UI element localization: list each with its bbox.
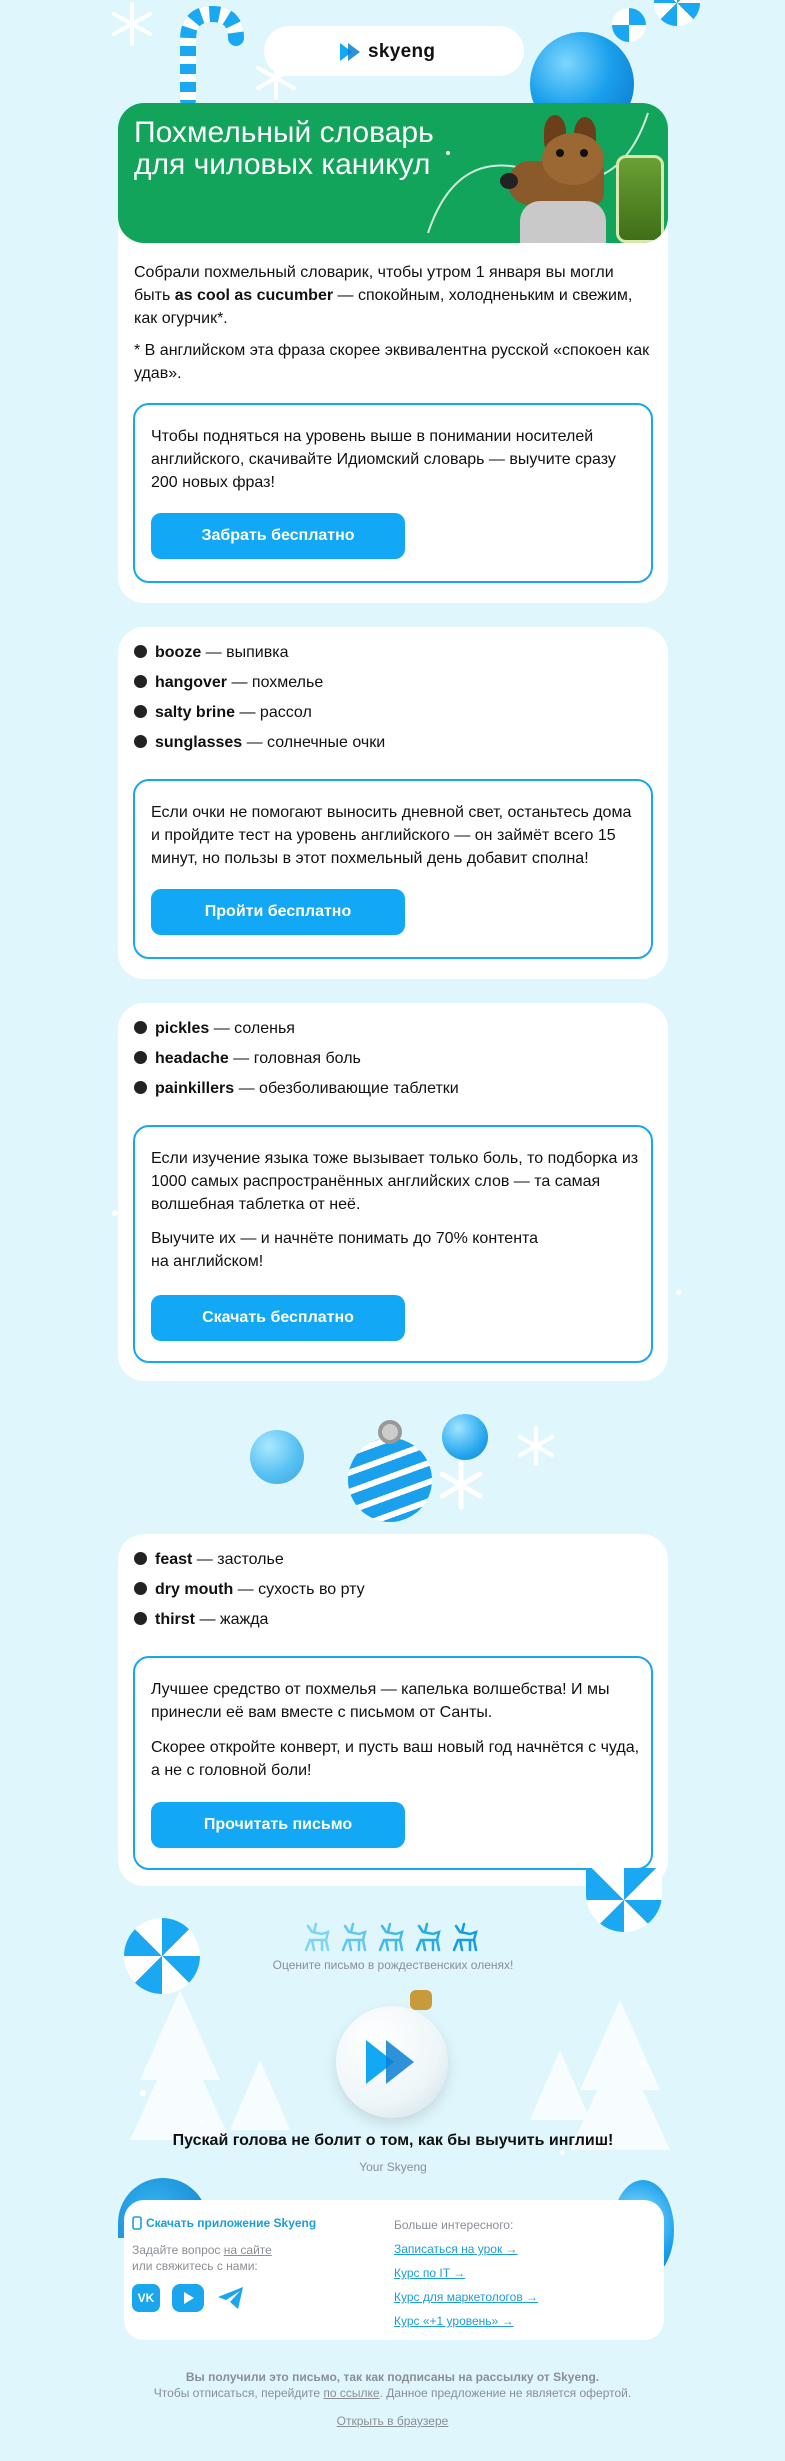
list-item: hangover — похмелье — [134, 671, 323, 695]
ask-site-link[interactable]: на сайте — [223, 2243, 272, 2257]
list-item: sunglasses — солнечные очки — [134, 731, 385, 755]
list-item: feast — застолье — [134, 1548, 284, 1572]
open-in-browser-link[interactable]: Открыть в браузере — [336, 2414, 449, 2428]
reindeer-icon[interactable] — [450, 1922, 482, 1952]
download-free-button[interactable]: Скачать бесплатно — [151, 1295, 405, 1341]
reindeer-icon[interactable] — [302, 1922, 334, 1952]
skyeng-logo-icon — [340, 43, 362, 61]
legal-line-1: Вы получили это письмо, так как подписаны на рассылку от Skyeng. — [185, 2370, 600, 2384]
candy-swirl-icon — [586, 1868, 662, 1932]
promo-text: Если очки не помогают выносить дневной свет, останьтесь дома и пройдите тест на уровень английского — он займёт всего 15 минут, но пользы в этот похмельный день добавит сполна! — [151, 804, 632, 867]
glass-ornament-icon — [336, 2006, 448, 2118]
ornament-cap-icon — [378, 1420, 402, 1444]
bullet-icon — [134, 1582, 147, 1595]
legal-line-2: Чтобы отписаться, перейдите по ссылке. Данное предложение не является офертой. — [153, 2386, 632, 2400]
snowflake-icon — [516, 1426, 556, 1466]
footer-link-marketing[interactable]: Курс для маркетологов → — [394, 2290, 539, 2304]
logo-text: skyeng — [368, 41, 436, 62]
footer-card — [124, 2200, 664, 2340]
footer-link-it[interactable]: Курс по IT → — [394, 2266, 466, 2280]
card-words-2 — [118, 1003, 668, 1381]
pickle-jar-icon — [616, 155, 664, 243]
list-item: dry mouth — сухость во рту — [134, 1578, 365, 1602]
promo-box — [133, 1656, 653, 1870]
hero-title: Похмельный словарь для чиловых каникул — [134, 116, 434, 181]
mascot-dog-icon — [490, 115, 610, 243]
promo-text: Если изучение языка тоже вызывает только боль, то подборка из 1000 самых распространённых английских слов — та самая волшебная таблетка от неё. — [151, 1150, 639, 1213]
promo-box — [133, 403, 653, 583]
intro-paragraph: Собрали похмельный словарик, чтобы утром 1 января вы могли быть as cool as cucumber — спокойным, холодненьким и свежим, как огурчик*. — [134, 264, 633, 327]
card-intro — [118, 103, 668, 603]
take-test-button[interactable]: Пройти бесплатно — [151, 889, 405, 935]
reindeer-icon[interactable] — [413, 1922, 445, 1952]
list-item: thirst — жажда — [134, 1608, 268, 1632]
bullet-icon — [134, 1552, 147, 1565]
intro-footnote: * В английском эта фраза скорее эквивалентна русской «спокоен как удав». — [134, 342, 650, 382]
header — [264, 26, 524, 76]
youtube-icon[interactable] — [172, 2284, 204, 2312]
candy-swirl-icon — [654, 0, 700, 26]
ornament-ball-icon — [442, 1414, 488, 1460]
bullet-icon — [134, 1021, 147, 1034]
list-item: salty brine — рассол — [134, 701, 312, 725]
unsubscribe-link[interactable]: по ссылке — [323, 2386, 380, 2400]
bullet-icon — [134, 1081, 147, 1094]
promo-text: Скорее откройте конверт, и пусть ваш новый год начнётся с чуда, а не с головной боли! — [151, 1739, 640, 1779]
snowflake-icon — [104, 0, 160, 48]
reindeer-rating[interactable] — [302, 1922, 482, 1952]
hero-banner — [118, 103, 668, 243]
list-item: booze — выпивка — [134, 641, 288, 665]
vk-icon[interactable]: VK — [132, 2284, 160, 2312]
list-item: pickles — соленья — [134, 1017, 295, 1041]
logo[interactable] — [340, 40, 435, 64]
rating-caption: Оцените письмо в рождественских оленях! — [272, 1958, 514, 1972]
read-letter-button[interactable]: Прочитать письмо — [151, 1802, 405, 1848]
social-links — [132, 2284, 246, 2312]
card-words-1 — [118, 627, 668, 979]
skyeng-logo-icon — [364, 2038, 422, 2086]
more-title: Больше интересного: — [394, 2218, 514, 2232]
app-download-link[interactable]: Скачать приложение Skyeng — [132, 2216, 316, 2230]
promo-box — [133, 1125, 653, 1363]
bullet-icon — [134, 1612, 147, 1625]
list-item: headache — головная боль — [134, 1047, 361, 1071]
footer-link-level[interactable]: Курс «+1 уровень» → — [394, 2314, 514, 2328]
ornament-cap-icon — [410, 1990, 432, 2010]
promo-text: Лучшее средство от похмелья — капелька волшебства! И мы принесли её вам вместе с письмом от Санты. — [151, 1681, 610, 1721]
reindeer-icon[interactable] — [376, 1922, 408, 1952]
bullet-icon — [134, 1051, 147, 1064]
bullet-icon — [134, 705, 147, 718]
footer-link-lesson[interactable]: Записаться на урок → — [394, 2242, 518, 2256]
ornament-decoration — [250, 1400, 570, 1530]
snowflake-icon — [436, 1460, 486, 1510]
ornament-ball-icon — [250, 1430, 304, 1484]
promo-text: Выучите их — и начнёте понимать до 70% контента на английском! — [151, 1230, 539, 1270]
card-words-3 — [118, 1534, 668, 1886]
candy-cane-icon — [168, 4, 248, 104]
promo-box — [133, 779, 653, 959]
bullet-icon — [134, 645, 147, 658]
signoff-sign: Your Skyeng — [359, 2160, 427, 2174]
list-item: painkillers — обезболивающие таблетки — [134, 1077, 459, 1101]
bullet-icon — [134, 675, 147, 688]
candy-swirl-icon — [612, 8, 646, 42]
get-free-button[interactable]: Забрать бесплатно — [151, 513, 405, 559]
signoff-title: Пускай голова не болит о том, как бы выучить инглиш! — [172, 2132, 614, 2149]
telegram-icon[interactable] — [216, 2284, 246, 2312]
phone-icon — [132, 2216, 142, 2230]
ornament-ball-icon — [348, 1438, 432, 1522]
ask-question-text: Задайте вопрос на сайте или свяжитесь с нами: — [132, 2243, 272, 2273]
promo-text: Чтобы подняться на уровень выше в понимании носителей английского, скачивайте Идиомский словарь — выучите сразу 200 новых фраз! — [151, 428, 616, 491]
reindeer-icon[interactable] — [339, 1922, 371, 1952]
bullet-icon — [134, 735, 147, 748]
